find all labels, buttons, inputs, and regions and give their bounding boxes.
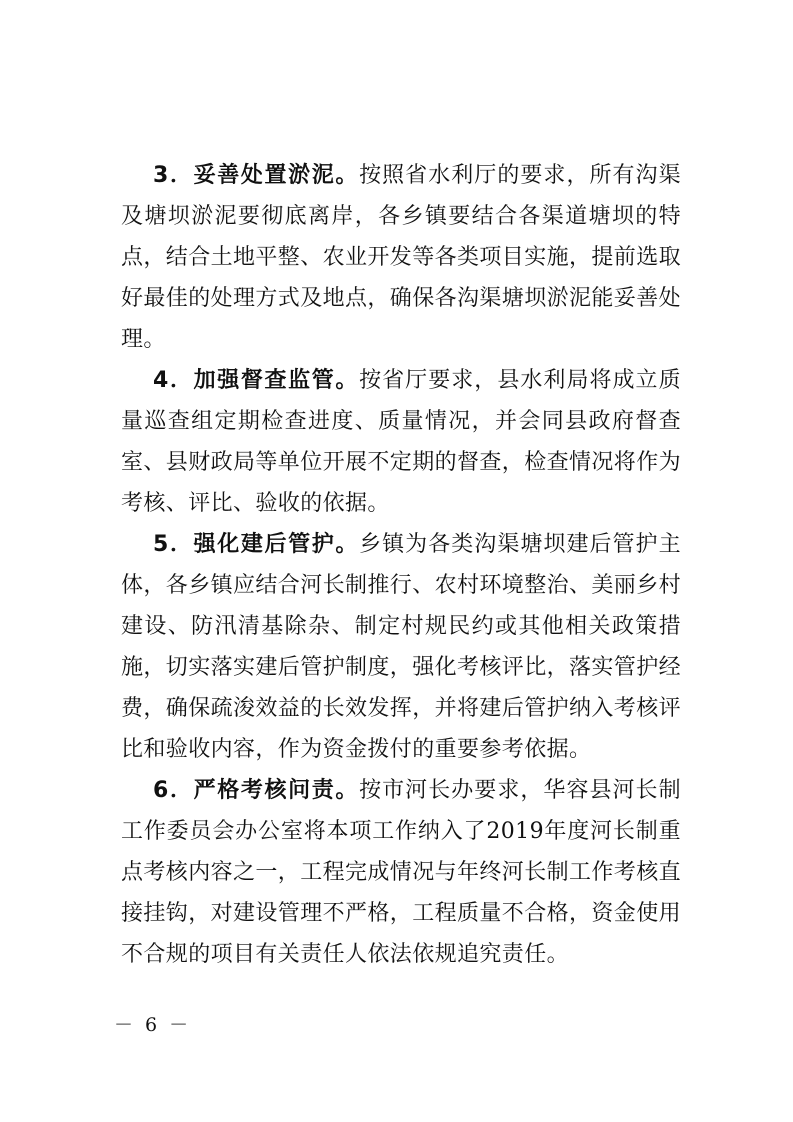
paragraph-text: 乡镇为各类沟渠塘坝建后管护主体，各乡镇应结合河长制推行、农村环境整治、美丽乡村建设、防汛清基除杂、制定村规民约或其他相关政策措施，切实落实建后管护制度，强化考核评比，落实管护经费，确保疏浚效益的长效发挥，并将建后管护纳入考核评比和验收内容，作为资金拨付的重要参考依据。 xyxy=(121,532,682,762)
paragraph-heading: 6．严格考核问责。 xyxy=(153,778,360,803)
document-body xyxy=(121,155,681,975)
paragraph-heading: 4．加强督查监管。 xyxy=(153,368,360,393)
paragraph-maintenance xyxy=(121,524,681,770)
paragraph-text: 按市河长办要求，华容县河长制工作委员会办公室将本项工作纳入了2019年度河长制重点考核内容之一，工程完成情况与年终河长制工作考核直接挂钩，对建设管理不严格，工程质量不合格，资金使用不合规的项目有关责任人依法依规追究责任。 xyxy=(121,778,682,967)
paragraph-heading: 3．妥善处置淤泥。 xyxy=(153,163,360,188)
page-number: － 6 － xyxy=(114,1014,192,1036)
paragraph-accountability xyxy=(121,770,681,975)
paragraph-supervision xyxy=(121,360,681,524)
paragraph-dredge-disposal xyxy=(121,155,681,360)
paragraph-text: 按省厅要求，县水利局将成立质量巡查组定期检查进度、质量情况，并会同县政府督查室、县财政局等单位开展不定期的督查，检查情况将作为考核、评比、验收的依据。 xyxy=(121,368,682,516)
paragraph-text: 按照省水利厅的要求，所有沟渠及塘坝淤泥要彻底离岸，各乡镇要结合各渠道塘坝的特点，结合土地平整、农业开发等各类项目实施，提前选取好最佳的处理方式及地点，确保各沟渠塘坝淤泥能妥善处理。 xyxy=(121,163,682,352)
paragraph-heading: 5．强化建后管护。 xyxy=(153,532,360,557)
